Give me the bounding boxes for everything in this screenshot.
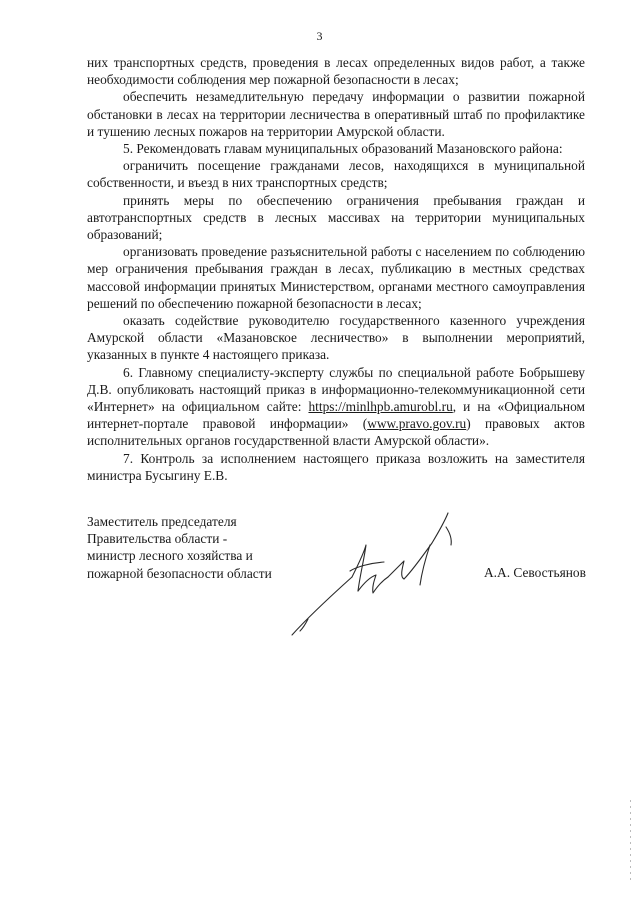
signatory-title: [87, 513, 272, 582]
paragraph-item-6: [87, 364, 585, 450]
signatory-title-line: пожарной безопасности области: [87, 565, 272, 581]
paragraph-item-7: 7. Контроль за исполнением настоящего приказа возложить на заместителя министра Бусыгину Е.В.: [87, 450, 585, 483]
paragraph-item-5: 5. Рекомендовать главам муниципальных образований Мазановского района:: [123, 141, 563, 157]
item6-text-between: , и на «Официальном интернет-портале правовой информации» (: [87, 399, 585, 432]
link-minlhpb[interactable]: https://minlhpb.amurobl.ru: [308, 399, 453, 415]
paragraph-assist-forestry: оказать содействие руководителю государственного казенного учреждения Амурской области «Мазановское лесничество» в выполнении мероприятий, указанных в пункте 4 настоящего приказа.: [87, 313, 585, 363]
paragraph-continuation: них транспортных средств, проведения в лесах определенных видов работ, а также необходимости соблюдения мер пожарной безопасности в лесах;: [87, 55, 585, 88]
signatory-title-line: Заместитель председателя: [87, 514, 237, 529]
signatory-title-line: Правительства области -: [87, 531, 228, 547]
paragraph-notify-headquarters: обеспечить незамедлительную передачу информации о развитии пожарной обстановки в лесах на территории лесничества в оперативный штаб по профилактике и тушению лесных пожаров на территории Амурской области.: [87, 89, 585, 139]
paragraph-restrict-visits: ограничить посещение гражданами лесов, находящихся в муниципальной собственности, и въезд в них транспортных средств;: [87, 158, 585, 191]
item6-text-before: 6. Главному специалисту-эксперту службы по специальной работе Бобрышеву Д.В. опубликовать настоящий приказ в информационно-телекоммуникационной сети «Интернет» на официальном сайте:: [87, 364, 585, 415]
scan-edge-mark: [630, 800, 631, 880]
paragraph-explanatory-work: организовать проведение разъяснительной работы с населением по соблюдению мер ограничения пребывания граждан в лесах, публикацию в местных средствах массовой информации принятых Министерством, органами местного самоуправления решений по обеспечению пожарной безопасности в лесах;: [87, 244, 585, 311]
item6-text-after: ) правовых актов исполнительных органов государственной власти Амурской области».: [87, 416, 585, 449]
link-pravo[interactable]: www.pravo.gov.ru: [367, 416, 467, 432]
signatory-name: А.А. Севостьянов: [484, 565, 586, 580]
page-number: 3: [316, 29, 323, 43]
document-body: [87, 54, 585, 484]
handwritten-signature: [280, 505, 480, 655]
paragraph-restrict-vehicles: принять меры по обеспечению ограничения пребывания граждан и автотранспортных средств в лесных массивах на территории муниципальных образований;: [87, 192, 585, 243]
signatory-title-line: министр лесного хозяйства и: [87, 548, 253, 564]
